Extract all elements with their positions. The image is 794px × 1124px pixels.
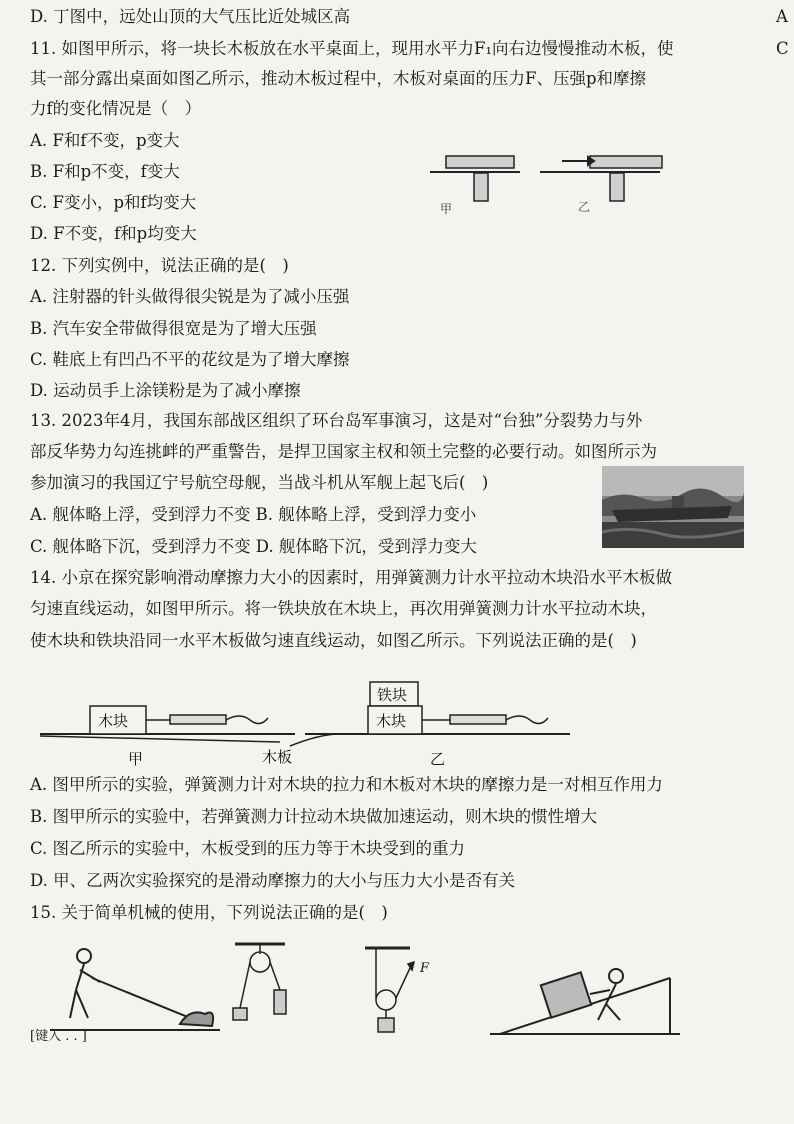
q12-option: C. 鞋底上有凹凸不平的花纹是为了增大摩擦 (30, 350, 350, 369)
q11-figure (410, 145, 680, 217)
q15-figures (30, 938, 690, 1042)
movable-pulley (365, 948, 414, 1032)
label-wood-block: 木块 (98, 712, 129, 730)
q14-stem-line: 14. 小京在探究影响滑动摩擦力大小的因素时，用弹簧测力计水平拉动木块沿水平木板做 (30, 568, 672, 587)
q14-stem-line: 使木块和铁块沿同一水平木板做匀速直线运动，如图乙所示。下列说法正确的是( ) (30, 631, 637, 650)
q14-option: D. 甲、乙两次实验探究的是滑动摩擦力的大小与压力大小是否有关 (30, 871, 516, 890)
table-jia (430, 156, 520, 201)
q15-stem: 15. 关于简单机械的使用，下列说法正确的是( ) (30, 903, 388, 922)
page-footer: [键入 . . ] (30, 1029, 87, 1044)
table-yi (540, 156, 662, 201)
setup-jia (40, 706, 295, 742)
q14-figure (40, 676, 600, 768)
q13-stem-line: 参加演习的我国辽宁号航空母舰，当战斗机从军舰上起飞后( ) (30, 473, 489, 492)
q11-option: C. F变小，p和f均变大 (30, 193, 197, 212)
q12-option: D. 运动员手上涂镁粉是为了减小摩擦 (30, 381, 301, 400)
q11-option: A. F和f不变，p变大 (30, 131, 180, 150)
aircraft-carrier-photo (602, 466, 744, 548)
q12-option: A. 注射器的针头做得很尖锐是为了减小压强 (30, 287, 350, 306)
label-yi: 乙 (430, 750, 446, 768)
q14-option: B. 图甲所示的实验中，若弹簧测力计拉动木块做加速运动，则木块的惯性增大 (30, 807, 598, 826)
label-wood-block: 木块 (376, 712, 407, 730)
fig-label-jia: 甲 (440, 202, 453, 216)
q11-option: D. F不变，f和p均变大 (30, 224, 197, 243)
q13-option-row: C. 舰体略下沉，受到浮力不变 D. 舰体略下沉，受到浮力变大 (30, 537, 477, 556)
label-board: 木板 (262, 748, 293, 766)
q11-option: B. F和p不变，f变大 (30, 162, 180, 181)
setup-yi (290, 682, 570, 746)
q11-stem-line: 11. 如图甲所示，将一块长木板放在水平桌面上，现用水平力F₁向右边慢慢推动木板，使 (30, 39, 674, 58)
fig-label-yi: 乙 (578, 200, 591, 214)
edge-mark: A (776, 7, 788, 26)
edge-mark: C (776, 39, 789, 58)
q11-stem-line: 力f的变化情况是（ ） (30, 99, 202, 118)
label-iron-block: 铁块 (377, 686, 408, 704)
q12-stem: 12. 下列实例中，说法正确的是( ) (30, 256, 289, 275)
inclined-plane (490, 969, 680, 1034)
q14-stem-line: 匀速直线运动，如图甲所示。将一铁块放在木块上，再次用弹簧测力计水平拉动木块， (30, 599, 657, 618)
lever-worker (50, 949, 220, 1030)
q14-option: A. 图甲所示的实验，弹簧测力计对木块的拉力和木板对木块的摩擦力是一对相互作用力 (30, 775, 663, 794)
q13-option-row: A. 舰体略上浮，受到浮力不变 B. 舰体略上浮，受到浮力变小 (30, 505, 477, 524)
q13-stem-line: 部反华势力勾连挑衅的严重警告，是捍卫国家主权和领土完整的必要行动。如图所示为 (30, 442, 657, 461)
q13-stem-line: 13. 2023年4月，我国东部战区组织了环台岛军事演习，这是对“台独”分裂势力与外 (30, 411, 643, 430)
q12-option: B. 汽车安全带做得很宽是为了增大压强 (30, 319, 317, 338)
force-label-f: F (420, 961, 430, 976)
q14-option: C. 图乙所示的实验中，木板受到的压力等于木块受到的重力 (30, 839, 466, 858)
fixed-pulley (233, 944, 286, 1020)
q11-stem-line: 其一部分露出桌面如图乙所示，推动木板过程中，木板对桌面的压力F、压强p和摩擦 (30, 69, 647, 88)
label-jia: 甲 (128, 750, 144, 768)
prev-option-d: D. 丁图中，远处山顶的大气压比近处城区高 (30, 7, 351, 26)
